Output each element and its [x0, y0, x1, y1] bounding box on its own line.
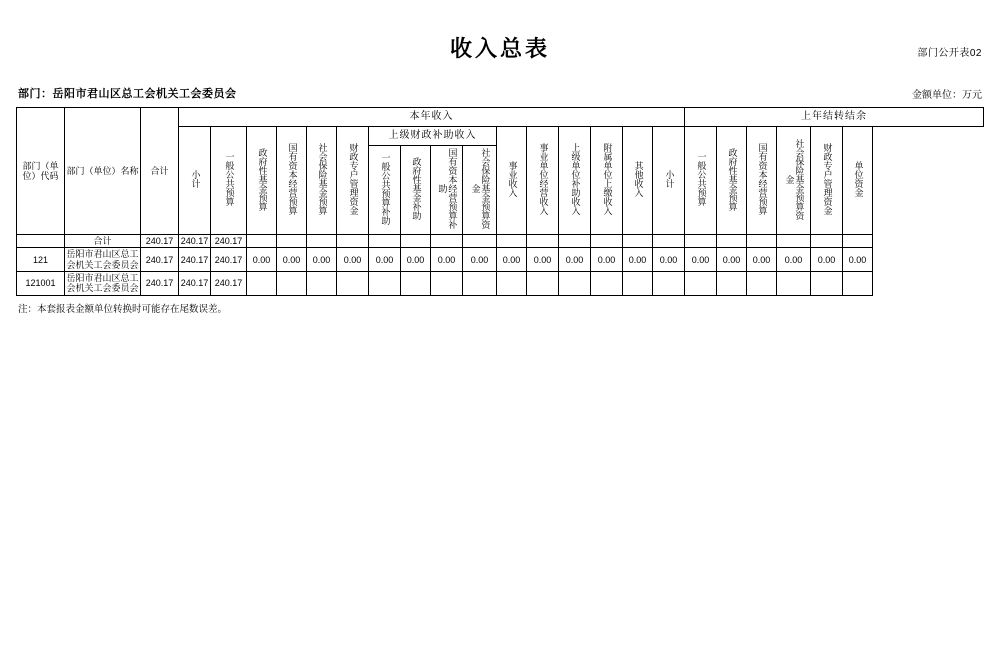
cell-co-social-insurance-fund [777, 235, 811, 248]
th-cy-soe-capital-budget: 国有资本经营预算 [277, 127, 307, 235]
department-label: 部门：岳阳市君山区总工会机关工会委员会 [18, 88, 237, 100]
cell-cy-affiliated-unit-remit-income: 0.00 [591, 248, 623, 272]
th-co-fiscal-special-account: 财政专户管理资金 [811, 127, 843, 235]
cell-co-gov-fund-budget [717, 272, 747, 296]
cell-dept-name: 岳阳市君山区总工会机关工会委员会 [66, 273, 139, 294]
cell-cy-other-income: 0.00 [623, 248, 653, 272]
cell-co-fiscal-special-account [811, 272, 843, 296]
cell-us-gov-fund-subsidy [401, 272, 431, 296]
cell-cy-general-public-budget: 240.17 [211, 272, 247, 296]
th-cy-upper-unit-subsidy-income: 上级单位补助收入 [559, 127, 591, 235]
cell-co-subtotal [653, 272, 685, 296]
cell-co-unit-capital [843, 272, 873, 296]
cell-co-gov-fund-budget: 0.00 [717, 248, 747, 272]
th-co-general-public-budget: 一般公共预算 [685, 127, 717, 235]
cell-co-soe-capital-budget [747, 272, 777, 296]
table-body [17, 235, 984, 296]
cell-cy-gov-fund-budget: 0.00 [247, 248, 277, 272]
cell-total: 240.17 [141, 235, 179, 248]
cell-co-social-insurance-fund [777, 272, 811, 296]
cell-cy-gov-fund-budget [247, 235, 277, 248]
cell-dept-name: 岳阳市君山区总工会机关工会委员会 [66, 249, 139, 270]
cell-cy-soe-capital-budget [277, 272, 307, 296]
cell-dept-code [17, 235, 65, 248]
cell-co-unit-capital [843, 235, 873, 248]
th-dept-name: 部门（单位）名称 [65, 108, 141, 235]
cell-cy-other-income [623, 272, 653, 296]
cell-cy-business-unit-operating-income [527, 272, 559, 296]
cell-us-general-public-budget-subsidy [369, 272, 401, 296]
table-row [17, 272, 984, 296]
th-cy-social-insurance-fund: 社会保险基金预算 [307, 127, 337, 235]
cell-cy-social-insurance-fund [307, 272, 337, 296]
cell-cy-business-unit-operating-income [527, 235, 559, 248]
cell-us-gov-fund-subsidy: 0.00 [401, 248, 431, 272]
cell-dept-code: 121001 [17, 272, 65, 296]
th-co-social-insurance-fund: 社会保险基金预算资金 [777, 127, 811, 235]
th-cy-fiscal-special-account: 财政专户管理资金 [337, 127, 369, 235]
cell-cy-subtotal: 240.17 [179, 248, 211, 272]
cell-co-social-insurance-fund: 0.00 [777, 248, 811, 272]
th-us-general-public-budget-subsidy: 一般公共预算补助 [369, 146, 401, 235]
cell-dept-code: 121 [17, 248, 65, 272]
income-summary-table [16, 107, 984, 296]
th-cy-affiliated-unit-remit-income: 附属单位上缴收入 [591, 127, 623, 235]
cell-us-general-public-budget-subsidy [369, 235, 401, 248]
table-footnote: 注：本套报表金额单位转换时可能存在尾数误差。 [18, 303, 228, 315]
cell-us-soe-capital-subsidy [431, 235, 463, 248]
cell-co-general-public-budget: 0.00 [685, 248, 717, 272]
cell-cy-social-insurance-fund: 0.00 [307, 248, 337, 272]
cell-cy-affiliated-unit-remit-income [591, 272, 623, 296]
cell-co-soe-capital-budget [747, 235, 777, 248]
cell-cy-subtotal: 240.17 [179, 272, 211, 296]
cell-cy-fiscal-special-account: 0.00 [337, 248, 369, 272]
cell-cy-upper-unit-subsidy-income [559, 235, 591, 248]
cell-total: 240.17 [141, 272, 179, 296]
cell-cy-other-income [623, 235, 653, 248]
page-title: 收入总表 [449, 36, 550, 61]
cell-us-social-insurance-subsidy [463, 235, 497, 248]
cell-cy-soe-capital-budget [277, 235, 307, 248]
th-dept-code: 部门（单位）代码 [17, 108, 65, 235]
cell-cy-general-public-budget: 240.17 [211, 248, 247, 272]
th-co-unit-capital: 单位资金 [843, 127, 873, 235]
cell-co-gov-fund-budget [717, 235, 747, 248]
cell-cy-fiscal-special-account [337, 272, 369, 296]
cell-dept-name: 合计 [65, 235, 141, 248]
th-us-soe-capital-subsidy: 国有资本经营预算补助 [431, 146, 463, 235]
th-co-gov-fund-budget: 政府性基金预算 [717, 127, 747, 235]
cell-us-soe-capital-subsidy [431, 272, 463, 296]
th-cy-other-income: 其他收入 [623, 127, 653, 235]
th-us-social-insurance-subsidy: 社会保险基金预算资金 [463, 146, 497, 235]
th-group-upper-subsidy: 上级财政补助收入 [369, 127, 497, 146]
cell-us-social-insurance-subsidy [463, 272, 497, 296]
cell-cy-affiliated-unit-remit-income [591, 235, 623, 248]
th-us-gov-fund-subsidy: 政府性基金补助 [401, 146, 431, 235]
cell-cy-upper-unit-subsidy-income: 0.00 [559, 248, 591, 272]
cell-total: 240.17 [141, 248, 179, 272]
cell-cy-upper-unit-subsidy-income [559, 272, 591, 296]
cell-us-soe-capital-subsidy: 0.00 [431, 248, 463, 272]
cell-cy-business-income [497, 235, 527, 248]
amount-unit-label: 金额单位：万元 [912, 90, 982, 101]
cell-co-fiscal-special-account: 0.00 [811, 248, 843, 272]
table-row [17, 248, 984, 272]
cell-co-general-public-budget [685, 272, 717, 296]
cell-cy-general-public-budget: 240.17 [211, 235, 247, 248]
th-co-soe-capital-budget: 国有资本经营预算 [747, 127, 777, 235]
cell-cy-soe-capital-budget: 0.00 [277, 248, 307, 272]
th-co-subtotal: 小计 [653, 127, 685, 235]
cell-cy-business-income: 0.00 [497, 248, 527, 272]
cell-us-social-insurance-subsidy: 0.00 [463, 248, 497, 272]
cell-cy-social-insurance-fund [307, 235, 337, 248]
cell-us-general-public-budget-subsidy: 0.00 [369, 248, 401, 272]
cell-co-general-public-budget [685, 235, 717, 248]
th-group-current-year: 本年收入 [179, 108, 685, 127]
cell-cy-business-income [497, 272, 527, 296]
table-row [17, 235, 984, 248]
form-number-label: 部门公开表02 [917, 48, 982, 59]
cell-cy-business-unit-operating-income: 0.00 [527, 248, 559, 272]
document-page [0, 32, 1000, 667]
th-cy-general-public-budget: 一般公共预算 [211, 127, 247, 235]
cell-us-gov-fund-subsidy [401, 235, 431, 248]
th-cy-business-unit-operating-income: 事业单位经营收入 [527, 127, 559, 235]
cell-cy-fiscal-special-account [337, 235, 369, 248]
th-group-carryover: 上年结转结余 [685, 108, 984, 127]
th-cy-business-income: 事业收入 [497, 127, 527, 235]
table-header-row-1 [17, 108, 984, 127]
cell-co-subtotal [653, 235, 685, 248]
cell-co-subtotal: 0.00 [653, 248, 685, 272]
th-total: 合计 [141, 108, 179, 235]
th-cy-subtotal: 小计 [179, 127, 211, 235]
cell-co-soe-capital-budget: 0.00 [747, 248, 777, 272]
th-cy-gov-fund-budget: 政府性基金预算 [247, 127, 277, 235]
cell-cy-gov-fund-budget [247, 272, 277, 296]
meta-row [16, 85, 984, 101]
cell-cy-subtotal: 240.17 [179, 235, 211, 248]
cell-co-unit-capital: 0.00 [843, 248, 873, 272]
cell-co-fiscal-special-account [811, 235, 843, 248]
